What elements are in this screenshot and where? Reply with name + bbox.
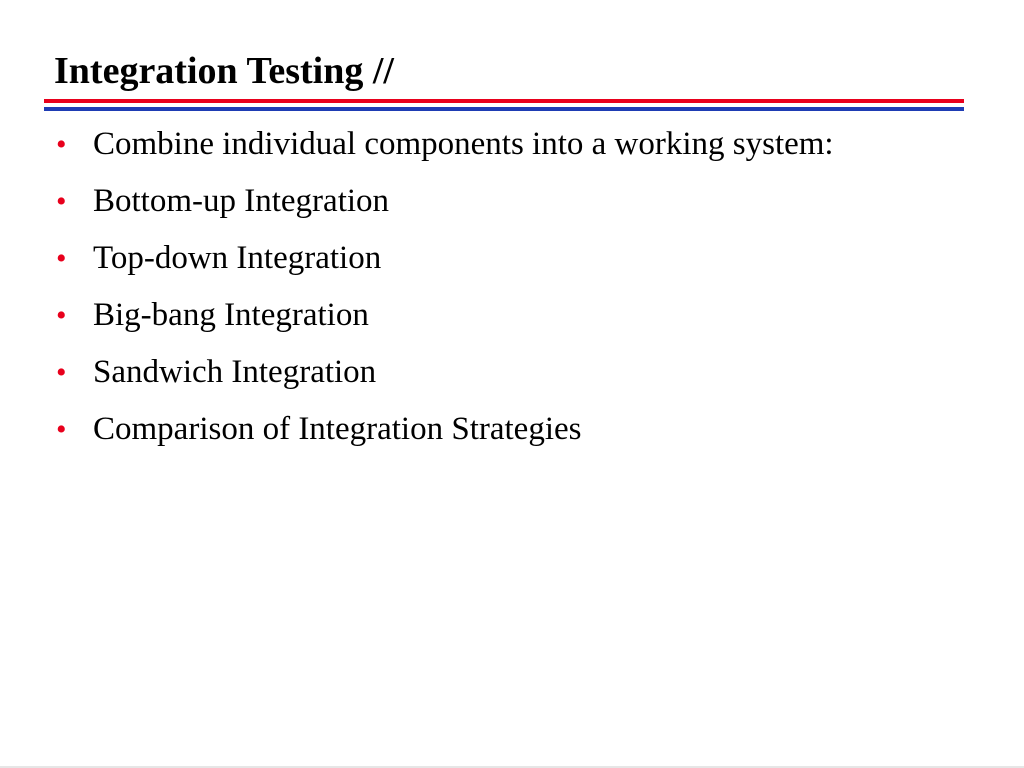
title-underline-blue xyxy=(44,107,964,111)
bullet-text: Sandwich Integration xyxy=(93,354,377,390)
bullet-item xyxy=(56,351,956,394)
bullet-list xyxy=(56,123,956,465)
bullet-icon: • xyxy=(56,413,67,446)
slide-title: Integration Testing // xyxy=(54,50,394,92)
bullet-text: Comparison of Integration Strategies xyxy=(93,411,582,447)
bullet-item xyxy=(56,294,956,337)
bullet-item xyxy=(56,180,956,223)
bullet-text: Bottom-up Integration xyxy=(93,183,390,219)
bullet-text: Big-bang Integration xyxy=(93,297,369,333)
bullet-item xyxy=(56,408,956,451)
bullet-icon: • xyxy=(56,299,67,332)
bullet-item xyxy=(56,237,956,280)
bullet-item xyxy=(56,123,956,166)
bullet-icon: • xyxy=(56,185,67,218)
bullet-text: Combine individual components into a working system: xyxy=(93,126,834,162)
bullet-icon: • xyxy=(56,356,67,389)
bullet-icon: • xyxy=(56,128,67,161)
bullet-text: Top-down Integration xyxy=(93,240,382,276)
bullet-icon: • xyxy=(56,242,67,275)
title-underline-red xyxy=(44,99,964,103)
